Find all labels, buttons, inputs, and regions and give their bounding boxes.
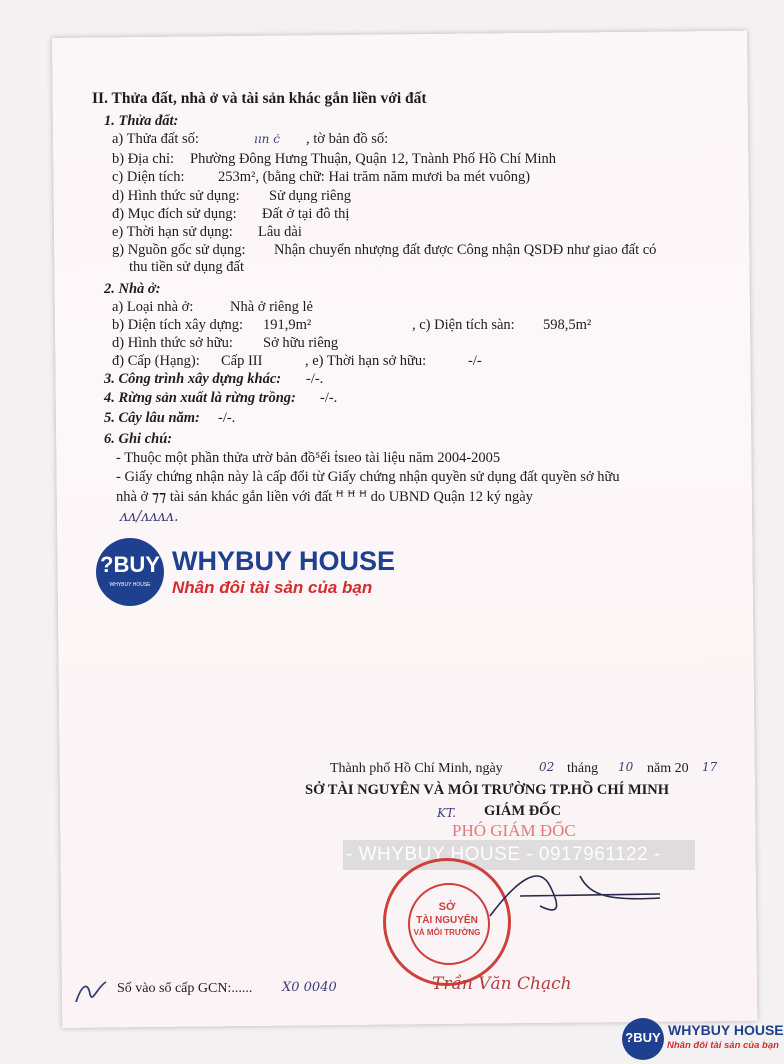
notes-line1: - Thuộc một phần thửa ưrờ bản đồ⁵ếi ṫsıeo tài liệu năm 2004-2005 [116,450,501,466]
date-month-label: tháng [567,761,599,776]
land-a-value: ıın ċ [254,132,280,146]
house-d-label: d) Hình thức sở hữu: [112,335,233,351]
land-g-value-line2: thu tiền sử dụng đất [129,259,244,275]
logo-tagline: Nhân đôi tài sản của bạn [172,578,373,597]
land-d-value: Sử dụng riêng [269,188,351,204]
date-year-label: năm 20 [647,761,689,776]
notes-line4: ᴧᴧ/ᴧᴧᴧᴧ. [120,509,179,525]
house-d-value: Sở hữu riêng [263,335,339,351]
notes-line3: nhà ở ⁊⁊ tài sản khác gắn liền với đất ꟸ ꟸ ꟸ do UBND Quận 12 ký ngày [116,489,533,505]
land-b-value: Phường Đông Hưng Thuận, Quận 12, Tnành Phố Hồ Chí Minh [190,151,557,167]
land-dd-value: Đất ở tại đô thị [262,206,350,222]
land-c-value: 253m², (bằng chữ: Hai trăm năm mươi ba mét vuông) [218,169,531,185]
land-dd-label: đ) Mục đích sử dụng: [112,206,237,222]
logo-brand: WHYBUY HOUSE [172,546,396,576]
gcn-value: X0 0040 [282,980,337,995]
land-c-label: c) Diện tích: [112,169,185,185]
land-g-label: g) Nguồn gốc sử dụng: [112,242,246,258]
logo-badge-text: ?BUY [100,552,160,577]
initial-mark [72,978,112,1008]
item5-value: -/-. [218,410,236,426]
director-title: GIÁM ĐỐC [484,803,561,819]
house-dd-value: Cấp III [221,353,263,369]
seal-text-1: SỞ [438,901,456,913]
house-e-label: , e) Thời hạn sở hữu: [305,353,427,369]
land-a-label: a) Thửa đất số: [112,131,199,147]
house-b-label: b) Diện tích xây dựng: [112,317,244,333]
land-e-value: Lâu dài [258,224,302,240]
land-g-value-line1: Nhận chuyển nhượng đất được Công nhận QSDĐ như giao đất có [274,242,657,258]
house-c-label: , c) Diện tích sàn: [412,317,515,333]
signature-mark [460,856,690,926]
land-a-map-label: , tờ bản đồ số: [306,131,389,147]
item4-value: -/-. [320,390,338,406]
house-c-value: 598,5m² [543,317,592,333]
land-d-label: d) Hình thức sử dụng: [112,188,240,204]
date-day: 02 [539,760,555,774]
logo-badge-small-text: WHYBUY HOUSE [109,582,151,588]
date-month: 10 [618,760,634,774]
deputy-director-title: PHÓ GIÁM ĐỐC [452,821,576,840]
item3-label: 3. Công trình xây dựng khác: [104,371,282,387]
watermark-text: - WHYBUY HOUSE - 0917961122 - [346,844,661,865]
kt-mark: KT. [437,806,457,820]
house-a-value: Nhà ở riêng lẻ [230,299,313,315]
land-e-label: e) Thời hạn sử dụng: [112,224,233,240]
land-b-label: b) Địa chỉ: [112,151,175,167]
seal-text-3: VÀ MÔI TRƯỜNG [413,928,481,937]
item5-label: 5. Cây lâu năm: [104,410,200,426]
corner-logo-tagline: Nhân đôi tài sản của bạn [667,1040,779,1051]
house-a-label: a) Loại nhà ở: [112,299,194,315]
section-heading: II. Thửa đất, nhà ở và tài sản khác gắn liền với đất [92,90,427,107]
corner-logo-brand: WHYBUY HOUSE [668,1022,784,1038]
signer-name: Trần Văn Chạch [432,974,572,994]
date-year: 17 [702,760,718,774]
house-dd-label: đ) Cấp (Hạng): [112,353,200,369]
notes-line2: - Giấy chứng nhận này là cấp đổi từ Giấy chứng nhận quyền sử dụng đất quyền sở hữu [116,469,620,485]
house-e-value: -/- [468,353,482,369]
date-prefix: Thành phố Hồ Chí Minh, ngày [330,761,503,776]
item4-label: 4. Rừng sản xuất là rừng trồng: [104,390,296,406]
house-heading: 2. Nhà ở: [104,281,161,297]
house-b-value: 191,9m² [263,317,312,333]
agency-name: SỞ TÀI NGUYÊN VÀ MÔI TRƯỜNG TP.HỒ CHÍ MINH [305,782,670,798]
whybuy-logo-badge [96,538,164,606]
item3-value: -/-. [306,371,324,387]
gcn-label: Số vào sổ cấp GCN:...... [117,981,253,996]
corner-logo-badge [622,1018,664,1060]
seal-text-2: TÀI NGUYÊN [416,915,478,926]
notes-heading: 6. Ghi chú: [104,431,173,447]
land-heading: 1. Thửa đất: [104,113,179,129]
corner-badge-text: ?BUY [625,1030,661,1045]
